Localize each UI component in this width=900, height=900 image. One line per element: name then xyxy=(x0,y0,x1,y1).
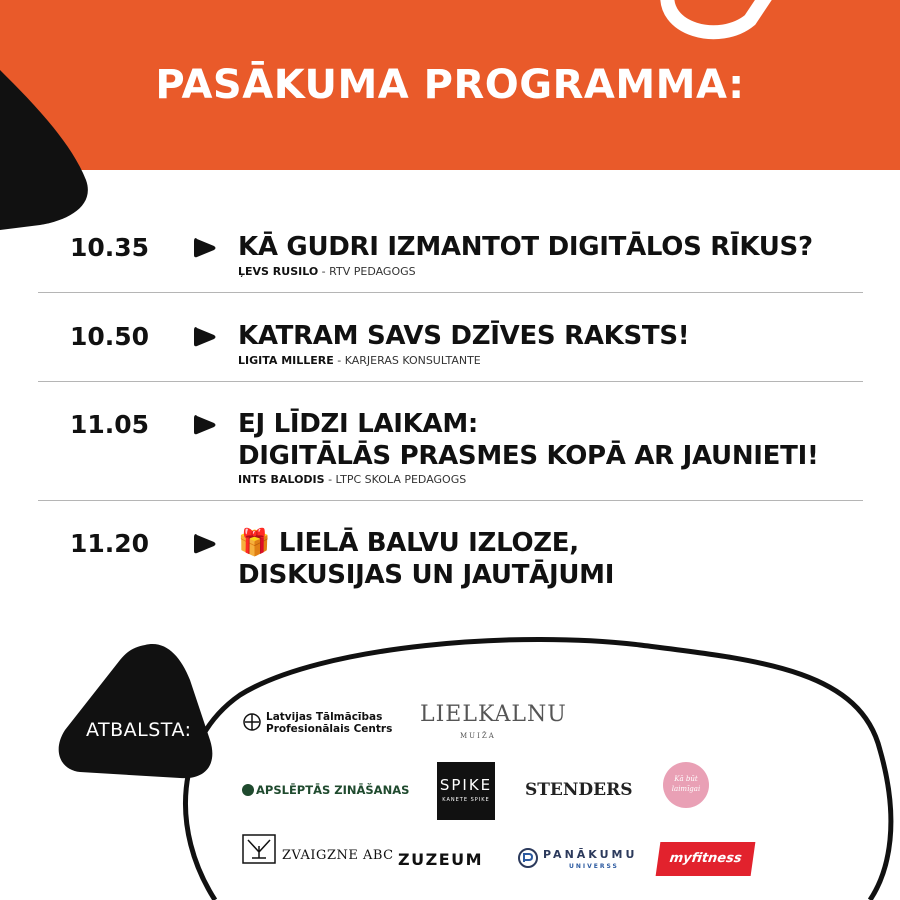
spike-logo xyxy=(437,762,495,820)
play-icon xyxy=(192,235,218,261)
session-title: KATRAM SAVS DZĪVES RAKSTS! xyxy=(238,321,690,351)
speaker-name: LIGITA MILLERE xyxy=(238,354,334,367)
apsleptas-logo xyxy=(242,783,409,797)
divider xyxy=(38,381,863,382)
session-title-line-2: DISKUSIJAS UN JAUTĀJUMI xyxy=(238,560,615,590)
play-icon xyxy=(192,531,218,557)
spike-text: SPIKE xyxy=(439,776,493,794)
zvaigzne-text: ZVAIGZNE ABC xyxy=(282,848,394,863)
ka-but-laimigai-logo xyxy=(663,762,709,808)
supporters-label: ATBALSTA: xyxy=(86,719,192,741)
schedule-time: 11.20 xyxy=(70,529,150,558)
apsleptas-text: APSLĒPTĀS ZINĀŠANAS xyxy=(256,783,410,797)
lielkalnu-text: LIELKALNU xyxy=(420,702,567,727)
panakumu-text: PANĀKUMU xyxy=(543,848,638,861)
ltpc-line2: Profesionālais Centrs xyxy=(266,723,393,735)
pink-line2: laimīgai xyxy=(671,785,701,793)
spike-sub: KANETE SPIKE xyxy=(442,797,490,803)
schedule-time: 11.05 xyxy=(70,410,150,439)
apsleptas-mark-icon xyxy=(242,784,254,796)
speaker-line xyxy=(238,473,466,486)
divider xyxy=(38,292,863,293)
divider xyxy=(38,500,863,501)
schedule-time: 10.35 xyxy=(70,233,150,262)
panakumu-sub: UNIVERSS xyxy=(569,863,619,870)
session-title-line-1: EJ LĪDZI LAIKAM: xyxy=(238,409,478,439)
speaker-line xyxy=(238,354,481,367)
lielkalnu-logo xyxy=(420,702,567,740)
play-icon xyxy=(192,412,218,438)
speaker-role: - RTV PEDAGOGS xyxy=(318,265,416,278)
session-title-line-1: 🎁 LIELĀ BALVU IZLOZE, xyxy=(238,528,579,558)
speaker-name: INTS BALODIS xyxy=(238,473,325,486)
zuzeum-logo: ZUZEUM xyxy=(398,850,484,869)
pink-line1: Kā būt xyxy=(674,775,698,783)
speaker-role: - KARJERAS KONSULTANTE xyxy=(333,354,481,367)
header-banner xyxy=(0,0,900,170)
play-icon xyxy=(192,324,218,350)
ltpc-mark-icon xyxy=(242,712,262,732)
zvaigzne-mark-icon xyxy=(242,834,276,864)
speaker-role: - LTPC SKOLA PEDAGOGS xyxy=(324,473,467,486)
speaker-line xyxy=(238,265,416,278)
stenders-logo: STENDERS xyxy=(525,780,633,800)
myfitness-logo: myfitness xyxy=(656,842,756,876)
speaker-name: ĻEVS RUSILO xyxy=(238,265,319,278)
decorative-black-triangle xyxy=(0,60,100,230)
panakumu-mark-icon xyxy=(517,847,539,869)
decorative-loop-shape xyxy=(640,0,780,50)
page-title: PASĀKUMA PROGRAMMA: xyxy=(155,62,745,108)
ltpc-line1: Latvijas Tālmācības xyxy=(266,711,383,723)
schedule-time: 10.50 xyxy=(70,322,150,351)
lielkalnu-sub: MUIŽA xyxy=(460,732,496,740)
session-title-line-2: DIGITĀLĀS PRASMES KOPĀ AR JAUNIETI! xyxy=(238,441,819,471)
session-title: KĀ GUDRI IZMANTOT DIGITĀLOS RĪKUS? xyxy=(238,232,813,262)
